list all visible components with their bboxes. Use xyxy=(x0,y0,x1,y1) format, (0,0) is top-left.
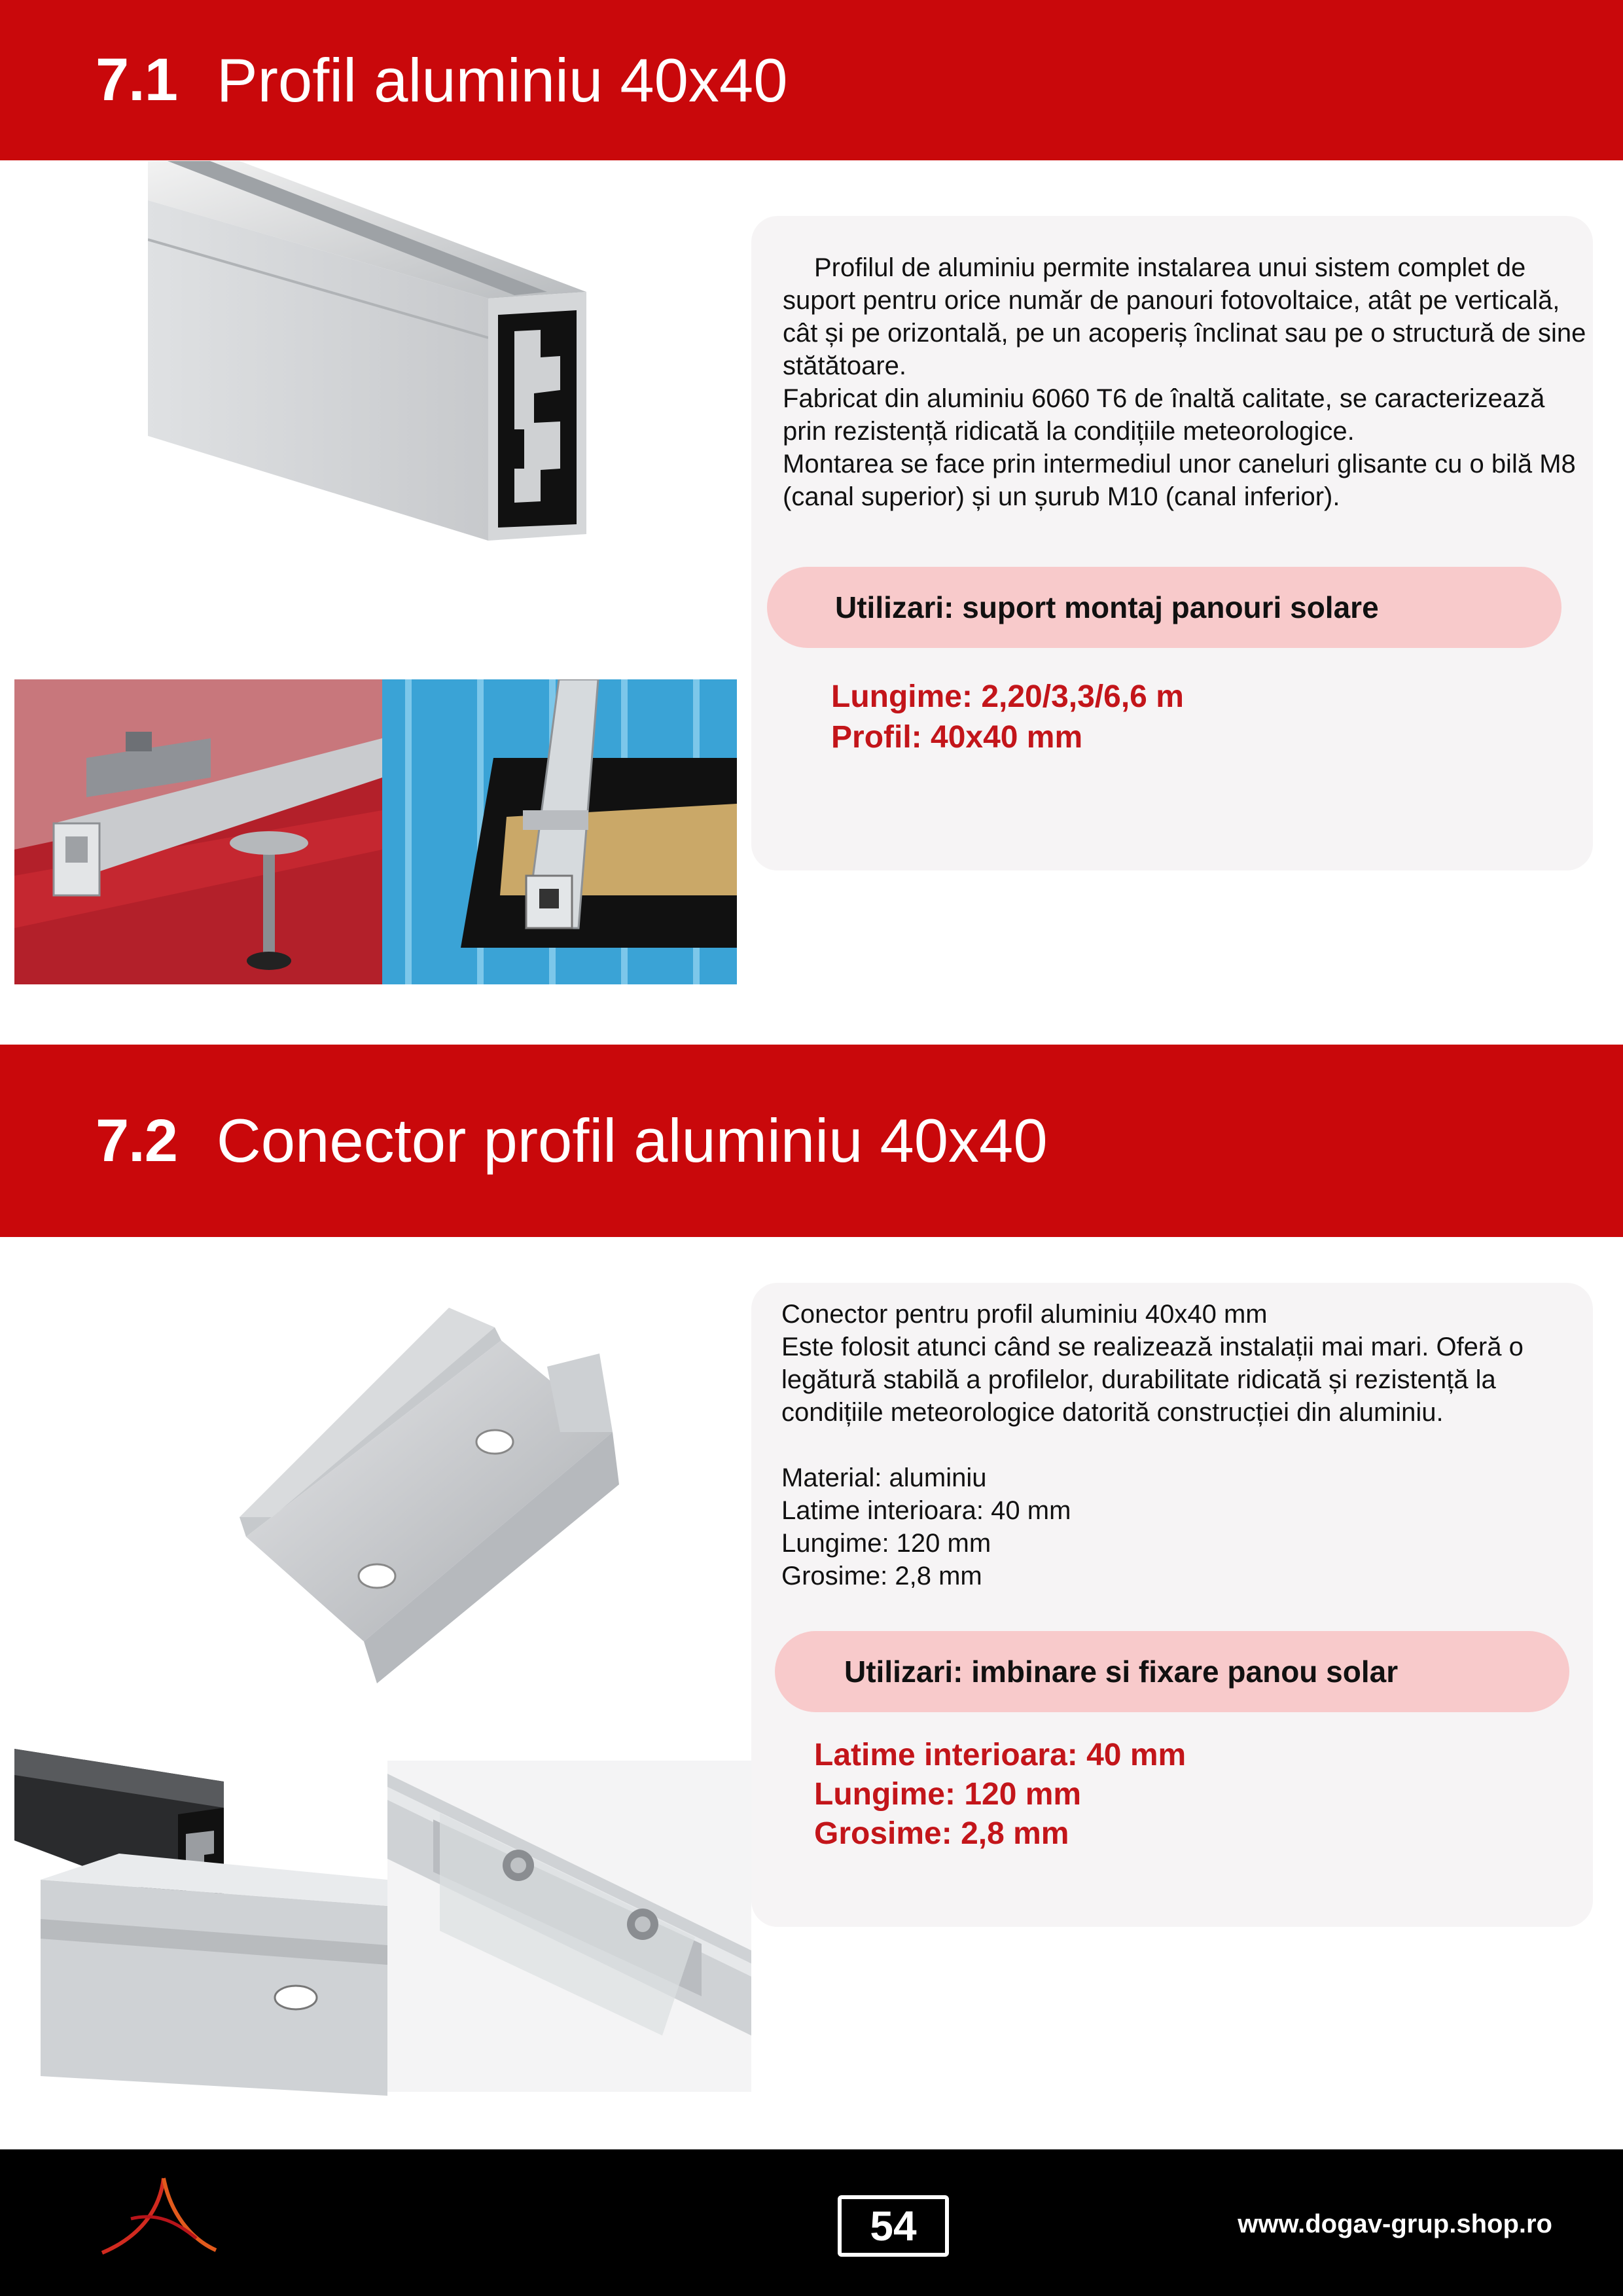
section-title: Conector profil aluminiu 40x40 xyxy=(216,1106,1048,1175)
description-paragraph: Montarea se face prin intermediul unor caneluri glisante cu o bilă M8 (canal superior) și un șurub M10 (canal inferior). xyxy=(783,450,1576,511)
spec-length: Lungime: 2,20/3,3/6,6 m xyxy=(831,679,1184,714)
roof-mount-red-image xyxy=(14,679,382,984)
section-number: 7.2 xyxy=(96,1107,177,1174)
dogav-logo-icon xyxy=(98,2173,223,2258)
spec-list-7-1 xyxy=(831,677,1184,758)
spec-length: Lungime: 120 mm xyxy=(814,1777,1082,1812)
connector-intro-title: Conector pentru profil aluminiu 40x40 mm xyxy=(781,1300,1268,1329)
usage-label: Utilizari: suport montaj panouri solare xyxy=(835,590,1379,624)
detail-thickness: Grosime: 2,8 mm xyxy=(781,1562,982,1590)
aluminium-profile-image xyxy=(148,161,619,586)
page-number: 54 xyxy=(838,2195,949,2257)
website-link[interactable]: www.dogav-grup.shop.ro xyxy=(1238,2210,1552,2238)
section-title: Profil aluminiu 40x40 xyxy=(216,45,788,115)
spec-list-7-2 xyxy=(814,1736,1186,1854)
spec-thickness: Grosime: 2,8 mm xyxy=(814,1816,1069,1851)
usage-label: Utilizari: imbinare si fixare panou solar xyxy=(844,1655,1399,1689)
connector-image xyxy=(233,1301,622,1683)
description-paragraph: Fabricat din aluminiu 6060 T6 de înaltă calitate, se caracterizează prin rezistență ridicată la condițiile meteorologice. xyxy=(783,384,1545,446)
usage-pill-7-2 xyxy=(775,1631,1569,1712)
detail-length: Lungime: 120 mm xyxy=(781,1529,991,1558)
description-paragraph: Profilul de aluminiu permite instalarea unui sistem complet de suport pentru orice număr de panouri fotovoltaice, atât pe verticală, cât și pe orizontală, pe un acoperiș înclinat sau pe o structură de sine stătătoare. xyxy=(783,253,1586,380)
spacer xyxy=(781,1429,1593,1462)
connector-intro-text: Este folosit atunci când se realizează instalații mai mari. Oferă o legătură stabilă a profilelor, durabilitate ridicată și rezistență la condițiile meteorologice datorită construcției din aluminiu. xyxy=(781,1333,1524,1427)
spec-width: Latime interioara: 40 mm xyxy=(814,1738,1186,1772)
section-header-7-2 xyxy=(0,1045,1623,1237)
detail-material: Material: aluminiu xyxy=(781,1463,987,1492)
detail-width: Latime interioara: 40 mm xyxy=(781,1496,1071,1525)
roof-mount-blue-image xyxy=(382,679,737,984)
section-header-7-1 xyxy=(0,0,1623,160)
connector-profile-joint-image xyxy=(14,1749,387,2096)
section-number: 7.1 xyxy=(96,46,177,113)
spec-profile: Profil: 40x40 mm xyxy=(831,720,1083,755)
usage-pill-7-1 xyxy=(767,567,1561,648)
connector-mounted-image xyxy=(387,1761,751,2092)
profile-description xyxy=(783,251,1594,513)
connector-description xyxy=(781,1298,1593,1592)
